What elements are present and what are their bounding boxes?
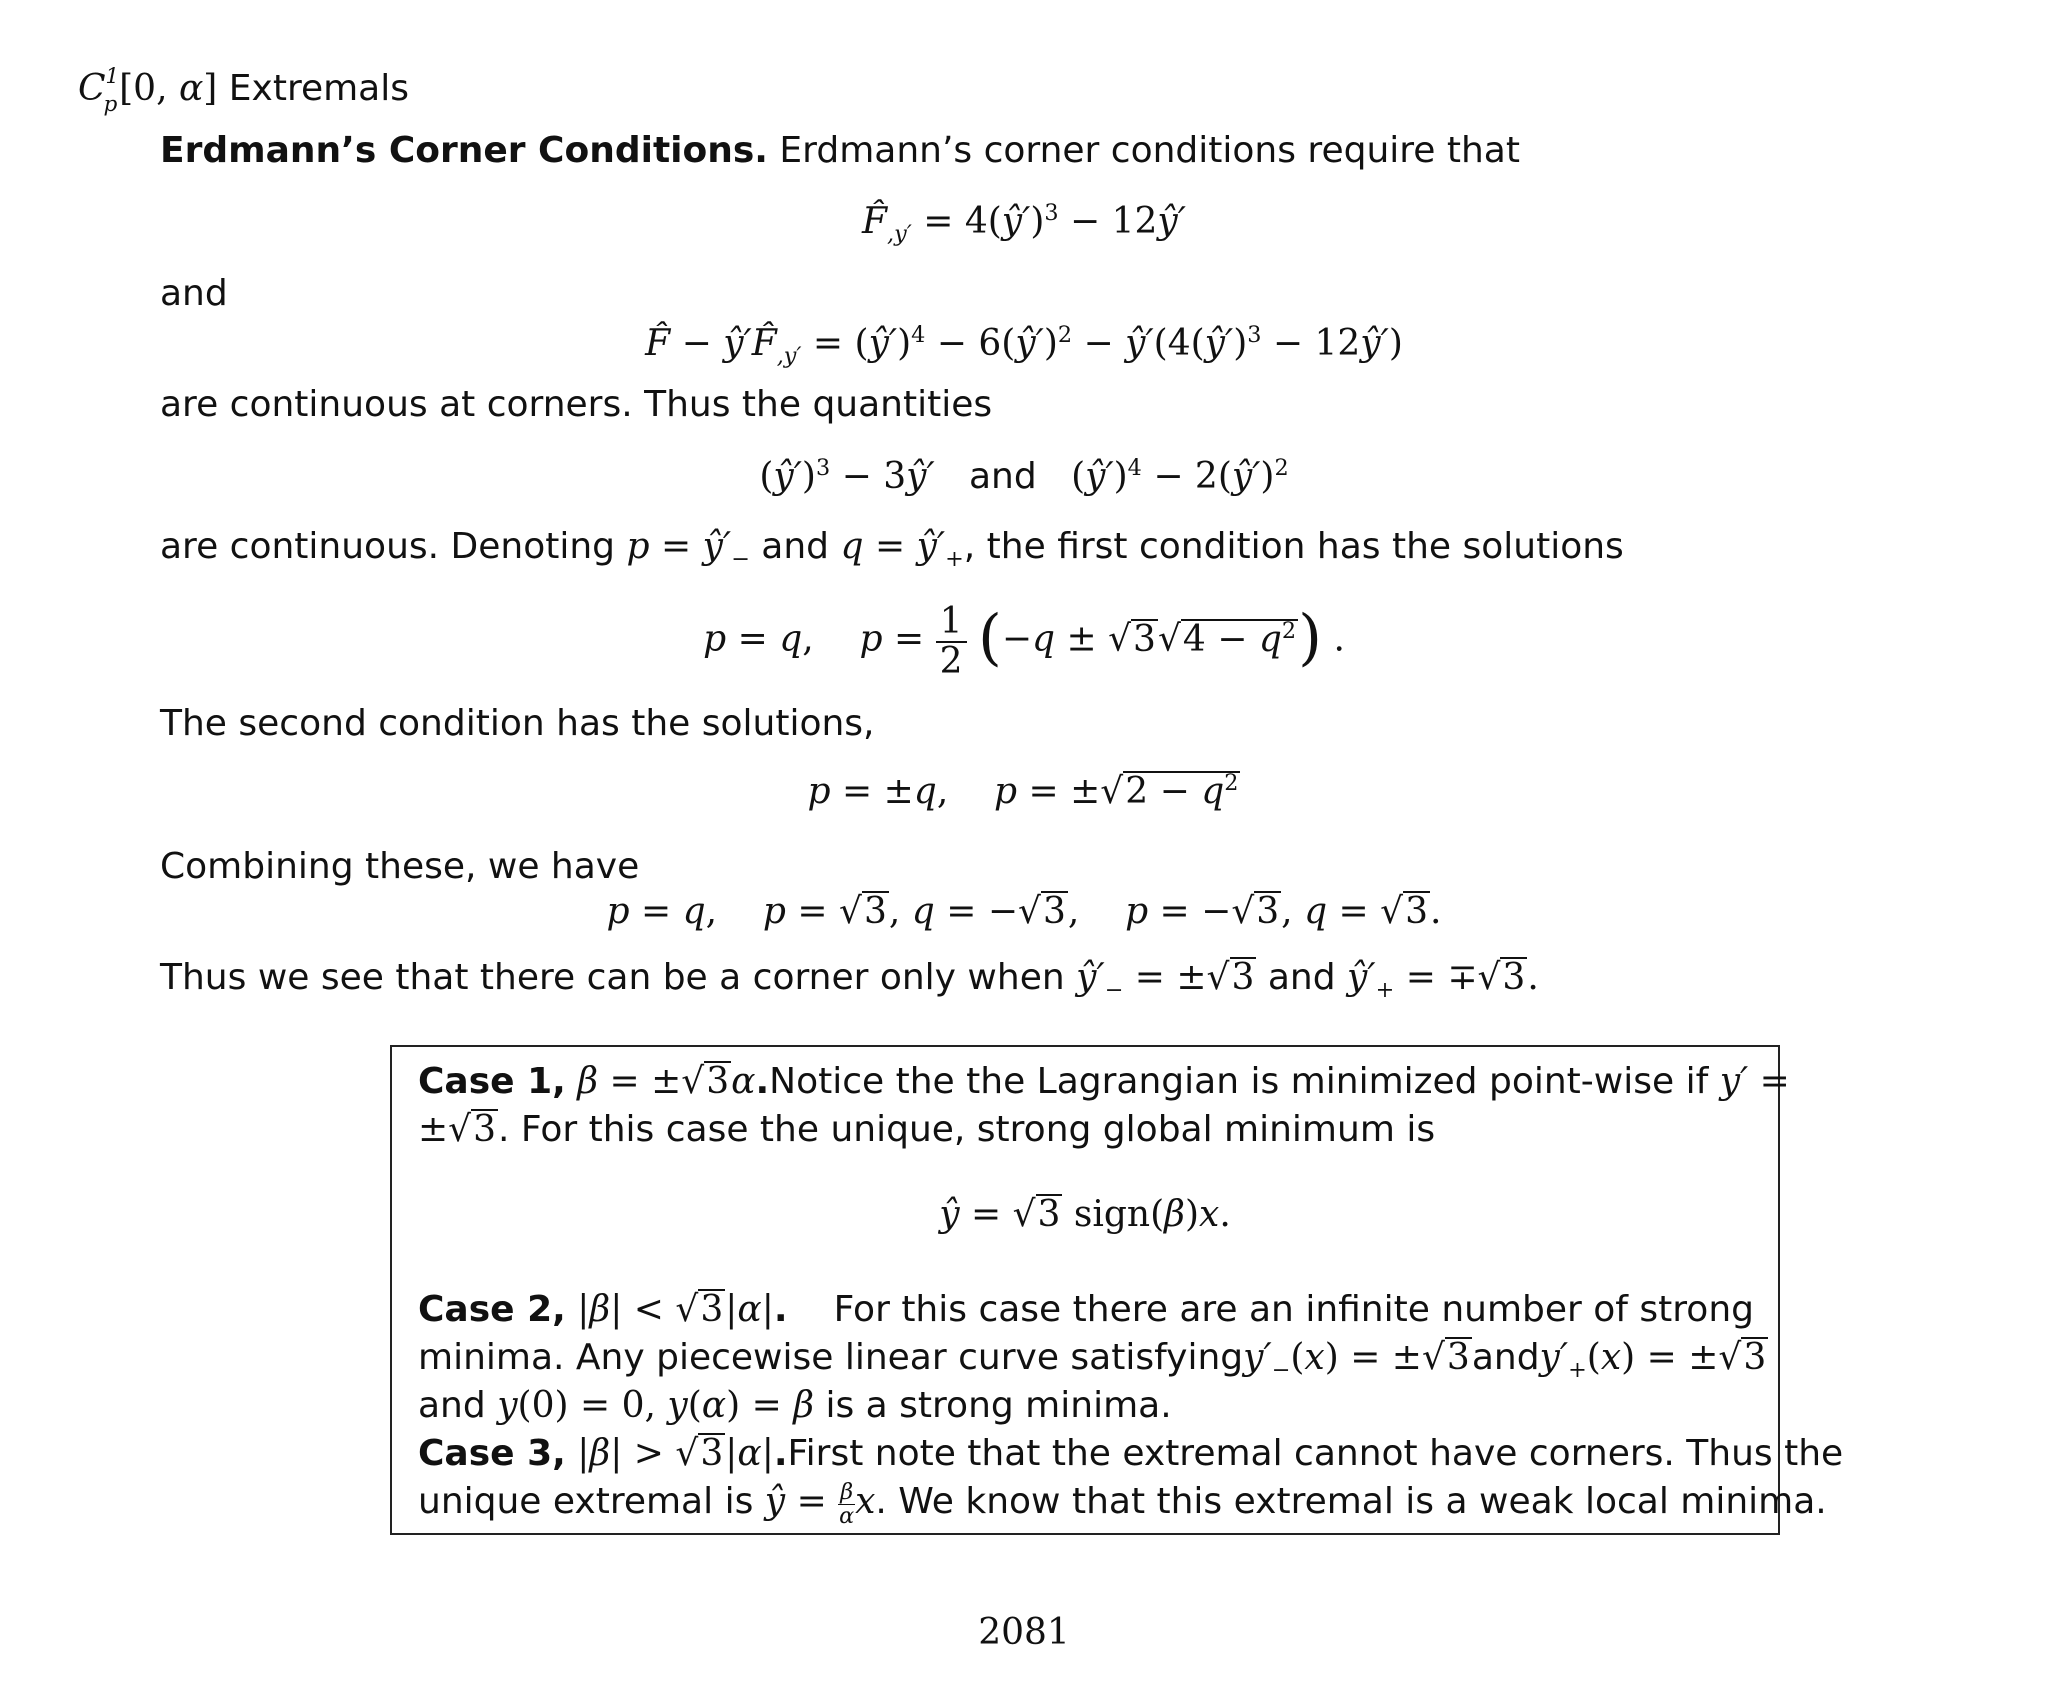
quantities-and: and [968,456,1037,497]
equation-second-solutions: p = ±q, $p = \pm√2 - q^2$ [807,770,1239,812]
case3-text-1: First note that the extremal cannot have corners. Thus the [787,1433,1844,1474]
header-interval: [0, α] [119,68,218,109]
section-heading: Erdmann’s Corner Conditions. [160,130,768,171]
header-title: Extremals [228,68,409,109]
case3-text-3: . We know that this extremal is a weak local minima. [875,1481,1827,1522]
case2-line3: and y(0) = 0, y(α) = β is a strong minima. [418,1385,1172,1426]
case1-text-1: Notice the the Lagrangian is minimized point-wise if [769,1061,1709,1102]
thus-corner-line: Thus we see that there can be a corner only when $ŷ'_- = \pm√3$ and $ŷ'_+ = \mp√3$. [160,957,1539,1004]
page-header [78,63,409,117]
denoting-text-1: are continuous. Denoting [160,526,616,567]
case3-line2: unique extremal is ŷ = $\frac{\beta}{\alpha}$ x. We know that this extremal is a weak local minima. [418,1479,1827,1529]
and-text-1: and [160,273,228,314]
continuous-corners-text: are continuous at corners. Thus the quantities [160,384,993,425]
equation-first-solutions: p = q, p = $\frac{1}{2}$ $(-q \pm √3√4 - q^2)$ . [703,600,1345,682]
equation-combined: p = q, p = √3, q = −√3, p = −√3, q = √3. [606,891,1442,932]
cases-box [390,1045,1844,1535]
case3-line1: Case 3, |β| > √3|α|. First note that the extremal cannot have corners. Thus the [418,1431,1754,1477]
case2-text-3: is a strong minima. [825,1385,1172,1426]
denoting-line: are continuous. Denoting $p = ŷ'_-$ and $q = ŷ'_+$, the first condition has the solutions [160,526,1624,573]
case2-line1: Case 2, |β| < √3|α|. For this case there are an infinite number of strong [418,1287,1754,1333]
equation-quantities: (ŷ′)$^3$ − 3ŷ′ and (ŷ′)$^4$ − 2(ŷ′)$^2$ [759,455,1289,497]
combining-text: Combining these, we have [160,846,640,887]
thus-and: and [1267,957,1336,998]
equation-fy: $F̂_{,y'}$ = 4(ŷ′)$^3$ − 12ŷ′ [862,200,1186,248]
case1-label: Case 1, [418,1061,566,1102]
case2-label: Case 2, [418,1289,566,1330]
case2-text-2: minima. Any piecewise linear curve satisfying [418,1337,1244,1378]
case3-label: Case 3, [418,1433,566,1474]
case2-line2: minima. Any piecewise linear curve satisfying $y'_-(x) = \pm√3$ and $y'_+(x) = \pm√3$ [418,1337,1767,1384]
page-number: 2081 [978,1612,1070,1653]
header-math: $C_p^1$ [78,63,120,117]
case2-and: and [1471,1337,1540,1378]
section-intro-text: Erdmann’s corner conditions require that [779,130,1520,171]
thus-corner-text: Thus we see that there can be a corner only when [160,957,1065,998]
case2-line3-and: and [418,1385,486,1426]
case3-text-2: unique extremal is [418,1481,754,1522]
section-intro [160,129,1520,173]
case1-text-2: . For this case the unique, strong global minimum is [498,1109,1436,1150]
case1-line1: Case 1, β = ±√3α. Notice the the Lagrangian is minimized point-wise if y′ = [418,1061,1790,1102]
denoting-and: and [761,526,829,567]
second-condition-text: The second condition has the solutions, [160,703,875,744]
equation-second: F̂ − $ŷ'F̂_{,y'}$ = (ŷ′)$^4$ − 6(ŷ′)$^2$ − ŷ′(4(ŷ′)$^3$ − 12ŷ′) [645,322,1403,370]
case2-text-1: For this case there are an infinite number of strong [833,1289,1754,1330]
case1-equation: ŷ = √3 sign(β)x. [939,1194,1231,1235]
case1-line2: ±√3. For this case the unique, strong global minimum is [418,1109,1436,1150]
denoting-text-2: , the first condition has the solutions [963,526,1624,567]
